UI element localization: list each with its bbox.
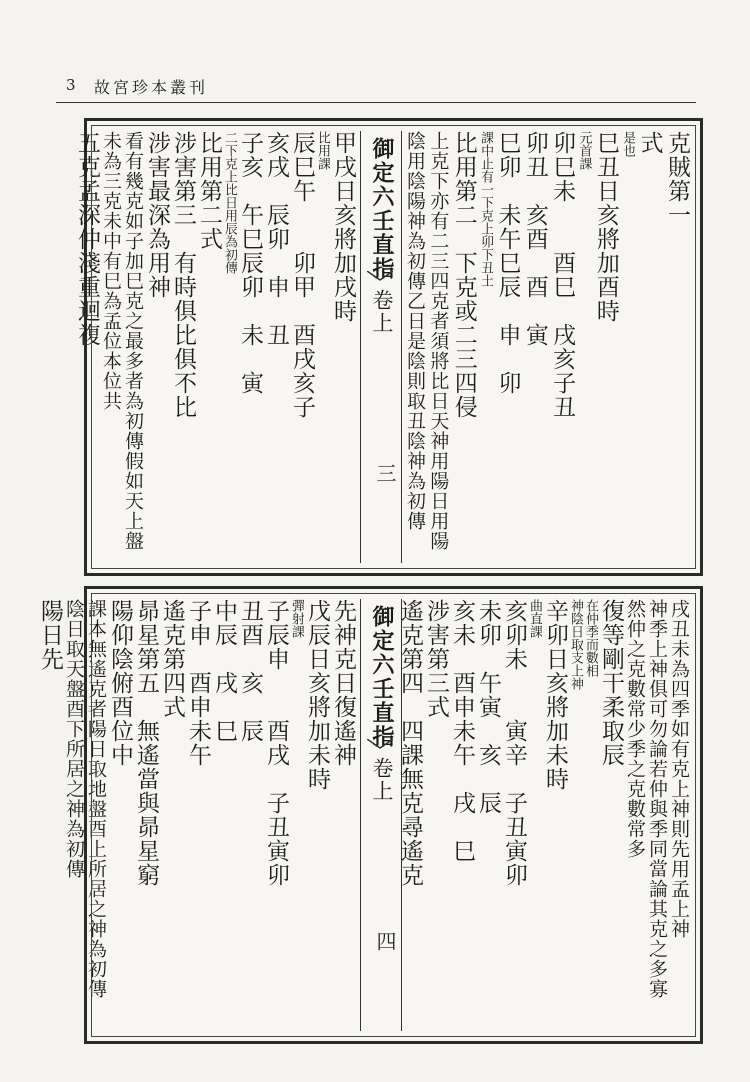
bottom-strip-volume: 卷上 xyxy=(370,757,394,803)
text-column: 涉害第三 有時俱比俱不比 xyxy=(170,131,196,419)
text-column: 中辰 戌 巳 xyxy=(211,599,237,743)
fish-tail-icon xyxy=(367,271,393,281)
text-column: 子辰申 酉戌 子丑寅卯 xyxy=(263,599,289,887)
text-column: 復等剛干柔取辰 xyxy=(598,599,624,767)
text-column: 曲直課 xyxy=(527,599,542,638)
text-column: 是也 xyxy=(620,131,636,157)
text-column: 看有幾克如子加巳克之最多者為初傳假如天上盤 xyxy=(122,131,144,551)
text-column: 涉害最深為用神 xyxy=(144,131,170,299)
fish-tail-icon xyxy=(367,739,393,749)
bottom-center-strip xyxy=(360,599,402,1031)
text-column: 涉害第三式 xyxy=(423,599,449,719)
text-column: 子申 酉申未午 xyxy=(185,599,211,767)
text-column: 彈射課 xyxy=(289,599,304,638)
bottom-strip-folio: 四 xyxy=(373,931,397,951)
text-column: 辛卯日亥將加未時 xyxy=(542,599,568,791)
text-column: 上克下亦有二三四克者須將比日天神用陽日用陽 xyxy=(427,131,450,551)
text-column: 陽日先 xyxy=(37,599,63,671)
text-column: 巳丑日亥將加酉時 xyxy=(592,131,619,323)
text-column: 遙克第四式 xyxy=(159,599,185,719)
text-column: 亥卯未 寅辛 子丑寅卯 xyxy=(501,599,527,887)
text-column: 遙克第四 四課無克尋遙克 xyxy=(397,599,423,887)
text-column: 神季上神俱可勿論若仲與季同當論其克之多寡 xyxy=(646,599,668,999)
text-column: 二下克上比日用辰為初傳 xyxy=(222,131,237,274)
text-column: 課本無遙克者陽日取地盤酉上所居之神為初傳 xyxy=(85,599,107,999)
text-column: 丑酉 亥 辰 xyxy=(237,599,263,743)
bottom-strip-title: 御定六壬直指 xyxy=(369,605,395,749)
bottom-leaf xyxy=(37,586,703,1044)
text-column: 克賊第一 xyxy=(664,131,690,227)
text-column: 卯巳未 酉巳 戌亥子丑 xyxy=(549,131,576,419)
text-column: 卯丑 亥酉 酉 寅 xyxy=(521,131,548,347)
series-title: 故宮珍本叢刊 xyxy=(94,78,209,97)
text-column: 亥未 酉申未午 戌 巳 xyxy=(449,599,475,863)
text-column: 然仲之克數常少季之克數常多 xyxy=(624,599,646,859)
bottom-text-area xyxy=(37,599,692,1031)
top-leaf xyxy=(74,118,703,576)
text-column: 比用第二式 xyxy=(196,131,222,251)
text-column: 課中止有一下克上卯下丑土 xyxy=(478,131,494,287)
text-column: 五克孟深仲淺重迴複 xyxy=(74,131,100,347)
running-header xyxy=(56,72,696,103)
top-strip-title: 御定六壬直指 xyxy=(369,137,395,281)
text-column: 在仲季而數相 xyxy=(583,599,598,677)
text-column: 子亥 午巳辰卯 未 寅 xyxy=(237,131,263,395)
text-column: 元首課 xyxy=(576,131,592,170)
text-column: 比用第二 下克或二三四侵 xyxy=(450,131,477,419)
page-number: 3 xyxy=(66,76,76,94)
top-text-area xyxy=(74,131,692,563)
text-column: 亥戌 辰卯 申 丑 xyxy=(263,131,289,347)
text-column: 陰用陰陽神為初傳乙日是陰則取丑陰神為初傳 xyxy=(404,131,426,531)
text-column: 神陰日取支上神 xyxy=(568,599,583,690)
text-column: 甲戌日亥將加戌時 xyxy=(330,131,356,323)
text-column: 巳卯 未午巳辰 申 卯 xyxy=(494,131,521,395)
text-column: 戌丑未為四季如有克上神則先用孟上神 xyxy=(668,599,690,939)
text-column: 式 xyxy=(636,131,663,155)
text-column: 辰巳午 卯甲 酉戌亥子 xyxy=(289,131,315,419)
text-column: 未為三克未中有巳為孟位本位共 xyxy=(100,131,122,411)
text-column: 未卯 午寅 亥 辰 xyxy=(475,599,501,815)
top-strip-volume: 卷上 xyxy=(370,289,394,335)
text-column: 戊辰日亥將加未時 xyxy=(304,599,330,791)
text-column: 昴星第五 無遙當與昴星窮 xyxy=(133,599,159,887)
top-strip-folio: 三 xyxy=(373,463,397,483)
text-column: 比用課 xyxy=(315,131,330,170)
top-center-strip xyxy=(360,131,402,563)
text-column: 陽仰陰俯酉位中 xyxy=(107,599,133,767)
text-column: 陰日取天盤酉下所居之神為初傳 xyxy=(63,599,85,879)
text-column: 先神克日復遙神 xyxy=(330,599,356,767)
